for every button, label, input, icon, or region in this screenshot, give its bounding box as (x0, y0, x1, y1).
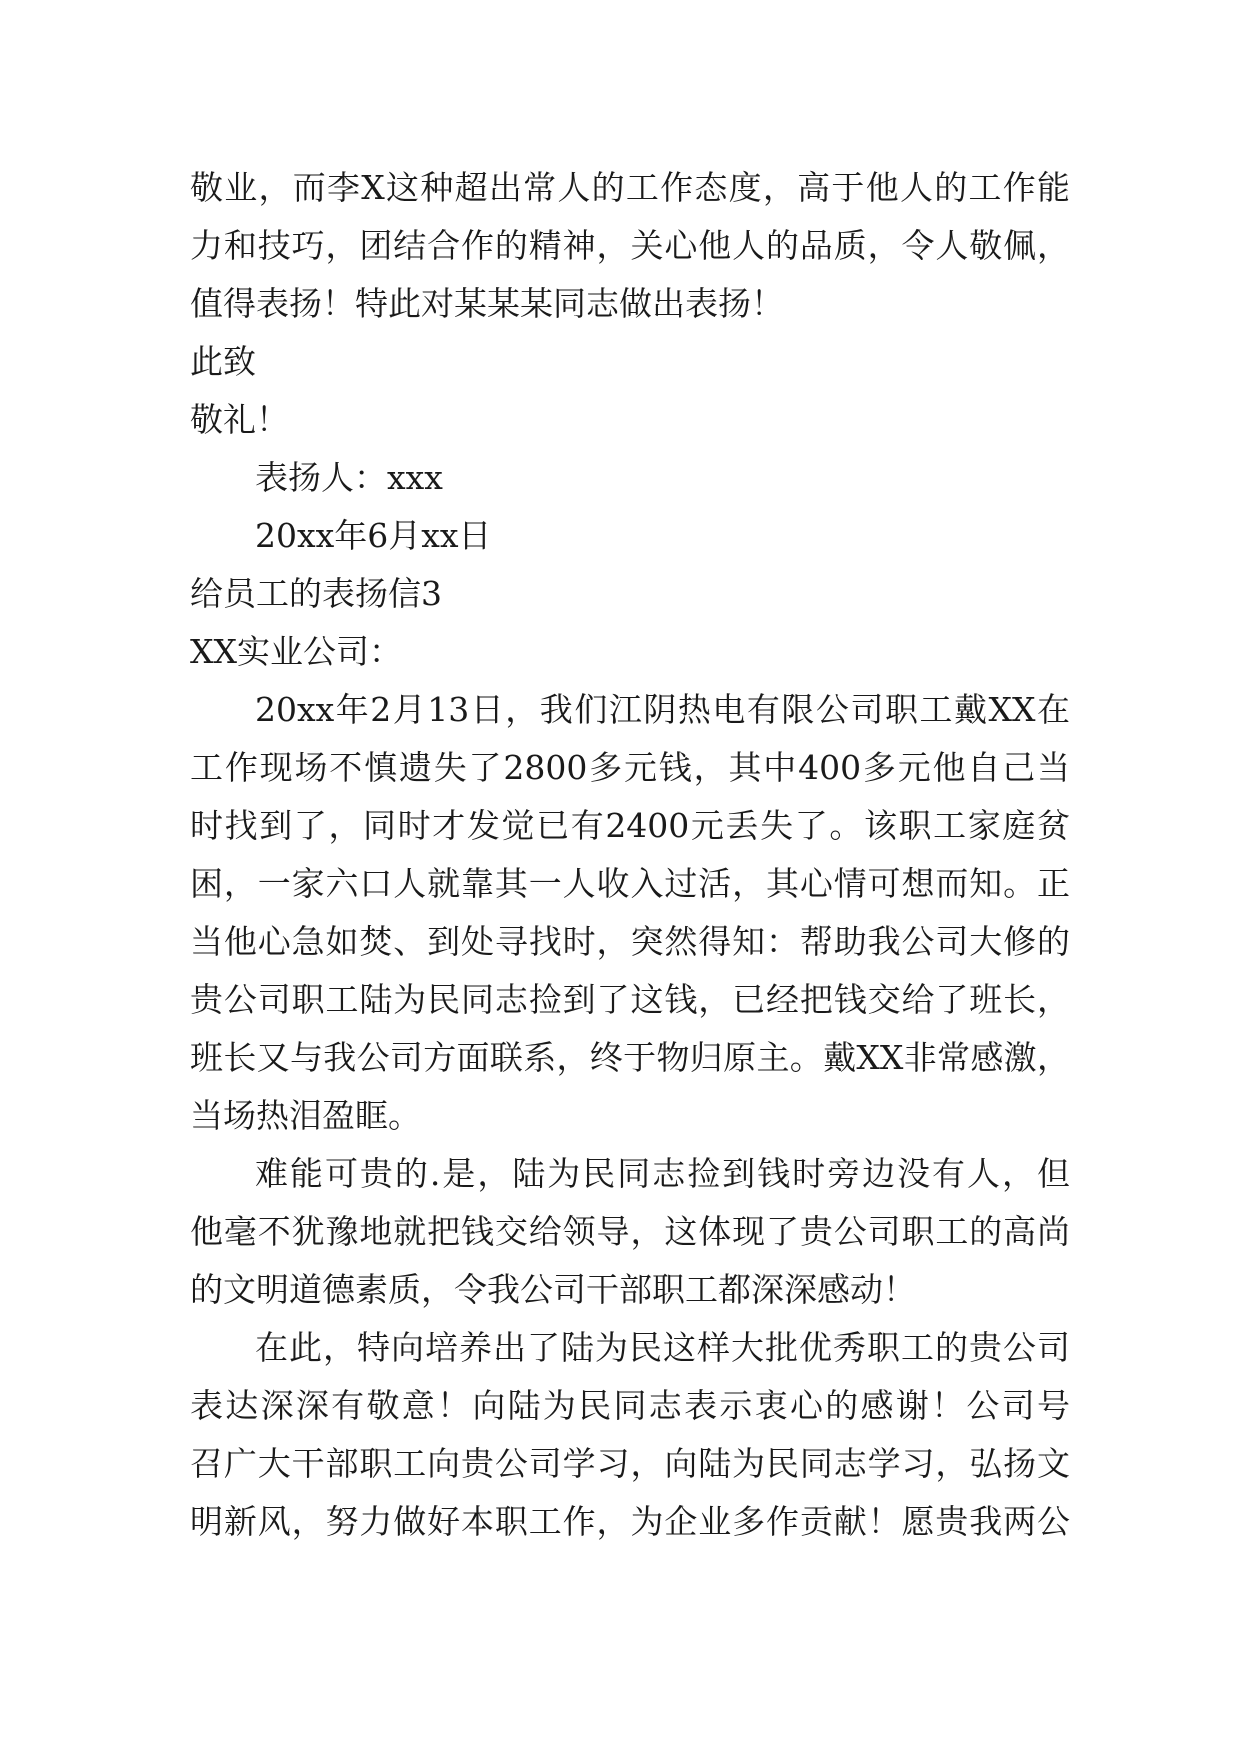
text-line: 值得表扬！特此对某某某同志做出表扬！ (190, 284, 784, 323)
text-line: 表达深深有敬意！向陆为民同志表示衷心的感谢！公司号 (190, 1386, 1070, 1425)
date-line: 20xx年6月xx日 (255, 516, 492, 555)
text-line: 召广大干部职工向贵公司学习，向陆为民同志学习，弘扬文 (190, 1444, 1070, 1483)
text-line: 在此，特向培养出了陆为民这样大批优秀职工的贵公司 (255, 1328, 1070, 1367)
text-line: 难能可贵的.是，陆为民同志捡到钱时旁边没有人，但 (255, 1154, 1070, 1193)
text-line: 贵公司职工陆为民同志捡到了这钱，已经把钱交给了班长， (190, 980, 1070, 1019)
text-line: 当他心急如焚、到处寻找时，突然得知：帮助我公司大修的 (190, 922, 1070, 961)
text-line: 明新风，努力做好本职工作，为企业多作贡献！愿贵我两公 (190, 1502, 1070, 1541)
text-line: 困，一家六口人就靠其一人收入过活，其心情可想而知。正 (190, 864, 1070, 903)
text-line: 力和技巧，团结合作的精神，关心他人的品质，令人敬佩， (190, 226, 1070, 265)
salutation-line: 敬礼！ (190, 400, 289, 439)
text-line: 班长又与我公司方面联系，终于物归原主。戴XX非常感激， (190, 1038, 1070, 1077)
section-heading: 给员工的表扬信3 (190, 574, 442, 613)
text-line: 20xx年2月13日，我们江阴热电有限公司职工戴XX在 (255, 690, 1070, 729)
recipient-line: XX实业公司： (190, 632, 402, 671)
text-line: 敬业，而李X这种超出常人的工作态度，高于他人的工作能 (190, 168, 1070, 207)
text-line: 他毫不犹豫地就把钱交给领导，这体现了贵公司职工的高尚 (190, 1212, 1070, 1251)
text-line: 当场热泪盈眶。 (190, 1096, 421, 1135)
text-line: 工作现场不慎遗失了2800多元钱，其中400多元他自己当 (190, 748, 1070, 787)
text-line: 时找到了，同时才发觉已有2400元丢失了。该职工家庭贫 (190, 806, 1070, 845)
salutation-line: 此致 (190, 342, 256, 381)
text-line: 的文明道德素质，令我公司干部职工都深深感动！ (190, 1270, 916, 1309)
signer-line: 表扬人：xxx (255, 458, 443, 497)
